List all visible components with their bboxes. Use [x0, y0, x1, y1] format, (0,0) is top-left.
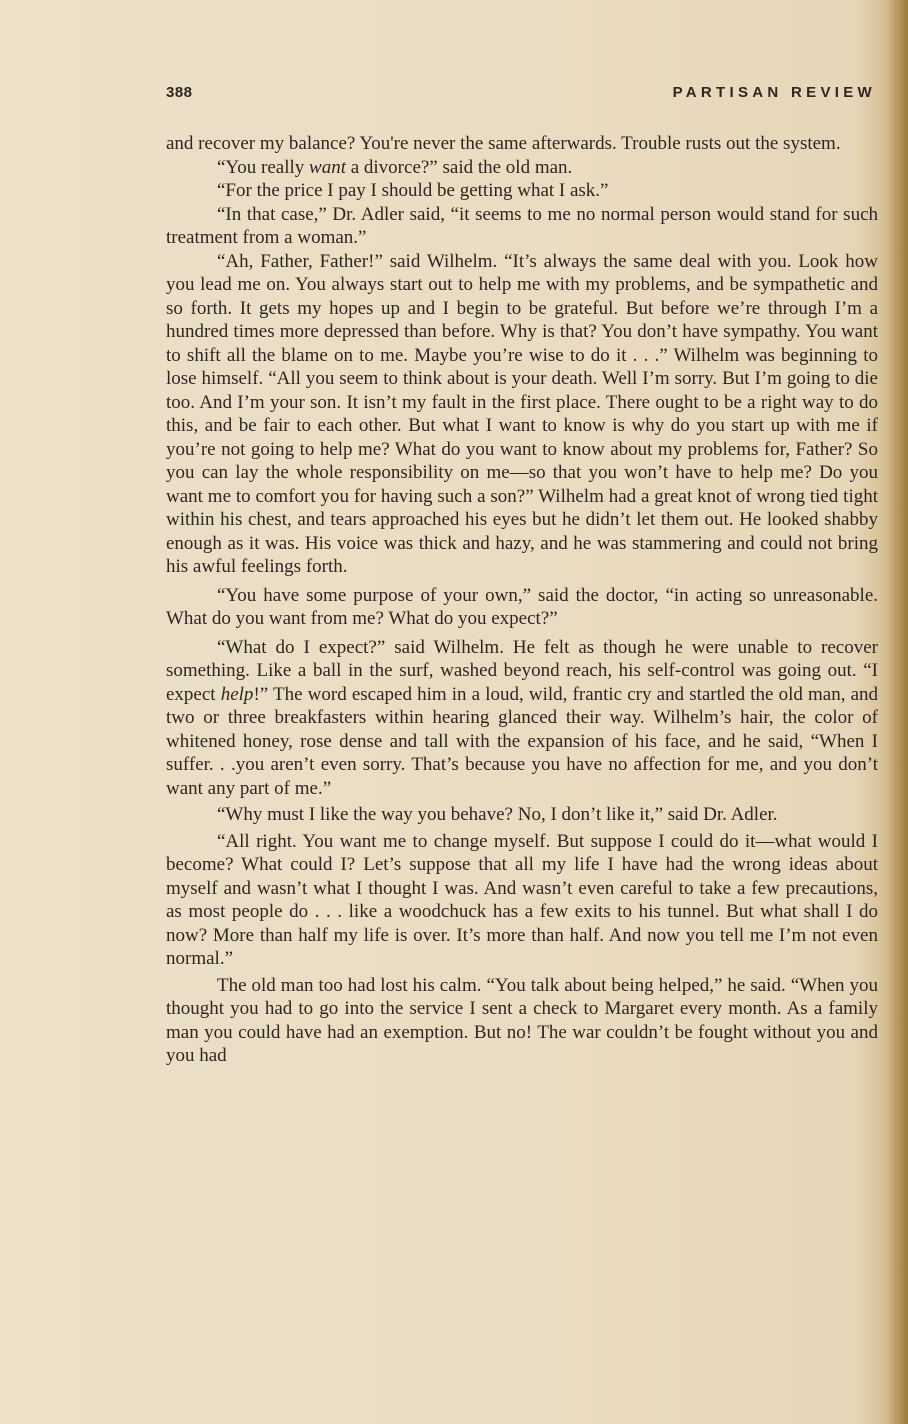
emphasis-help: help: [220, 683, 254, 705]
paragraph-8: “Why must I like the way you behave? No, I don’t like it,” said Dr. Adler.: [217, 804, 778, 825]
page-number: 388: [166, 84, 193, 101]
paragraph-5: “Ah, Father, Father!” said Wilhelm. “It’s always the same deal with you. Look how you lead me on. You always start out to help me with my problems, and be sympathetic and so forth. It gets my hopes up and I begin to be grateful. But before we’re through I’m a hundred times more depressed than before. Why is that? You don’t have sympathy. You want to shift all the blame on to me. Maybe you’re wise to do it . . .” Wilhelm was beginning to lose himself. “All you seem to think about is your death. Well I’m sorry. But I’m going to die too. And I’m your son. It isn’t my fault in the first place. There ought to be a right way to do this, and be fair to each other. But what I want to know is why do you start up with me if you’re not going to help me? What do you want to know about my problems for, Father? So you can lay the whole responsibility on me—so that you won’t have to help me? Do you want me to comfort you for having such a son?” Wilhelm had a great knot of wrong tied tight within his chest, and tears approached his eyes but he didn’t let them out. He looked shabby enough as it was. His voice was thick and hazy, and he was stammering and could not bring his awful feelings forth.: [166, 250, 878, 577]
page-header: [166, 84, 876, 108]
emphasis-want: want: [309, 156, 346, 178]
paragraph-7: “What do I expect?” said Wilhelm. He felt as though he were unable to recover something. Like a ball in the surf, washed beyond reach, his self-control was going out. “I expect help!” The word escaped him in a loud, wild, frantic cry and startled the old man, and two or three breakfasters within hearing glanced their way. Wilhelm’s hair, the color of whitened honey, rose dense and tall with the expansion of his face, and he said, “When I suffer. . .you aren’t even sorry. That’s because you have no affection for me, and you don’t want any part of me.”: [166, 636, 879, 799]
paragraph-3: “For the price I pay I should be getting what I ask.”: [217, 180, 609, 201]
paragraph-6: “You have some purpose of your own,” said the doctor, “in acting so unreasonable. What do you want from me? What do you expect?”: [166, 584, 878, 629]
paragraph-9: “All right. You want me to change myself. But suppose I could do it—what would I become? What could I? Let’s suppose that all my life I have had the wrong ideas about myself and wasn’t what I thought I was. And wasn’t even careful to take a few precautions, as most people do . . . like a woodchuck has a few exits to his tunnel. But what shall I do now? More than half my life is over. It’s more than half. And now you tell me I’m not even normal.”: [166, 830, 878, 969]
paragraph-10: The old man too had lost his calm. “You talk about being helped,” he said. “When you thought you had to go into the service I sent a check to Margaret every month. As a family man you could have had an exemption. But no! The war couldn’t be fought without you and you had: [166, 974, 878, 1066]
paragraph-1: and recover my balance? You're never the same afterwards. Trouble rusts out the system.: [166, 133, 841, 154]
body-text: [166, 132, 878, 1068]
page-edge-shadow: [888, 0, 908, 1424]
paragraph-2: “You really want a divorce?” said the old man.: [217, 156, 573, 178]
running-head: PARTISAN REVIEW: [672, 84, 876, 101]
paragraph-4: “In that case,” Dr. Adler said, “it seems to me no normal person would stand for such treatment from a woman.”: [166, 203, 878, 248]
